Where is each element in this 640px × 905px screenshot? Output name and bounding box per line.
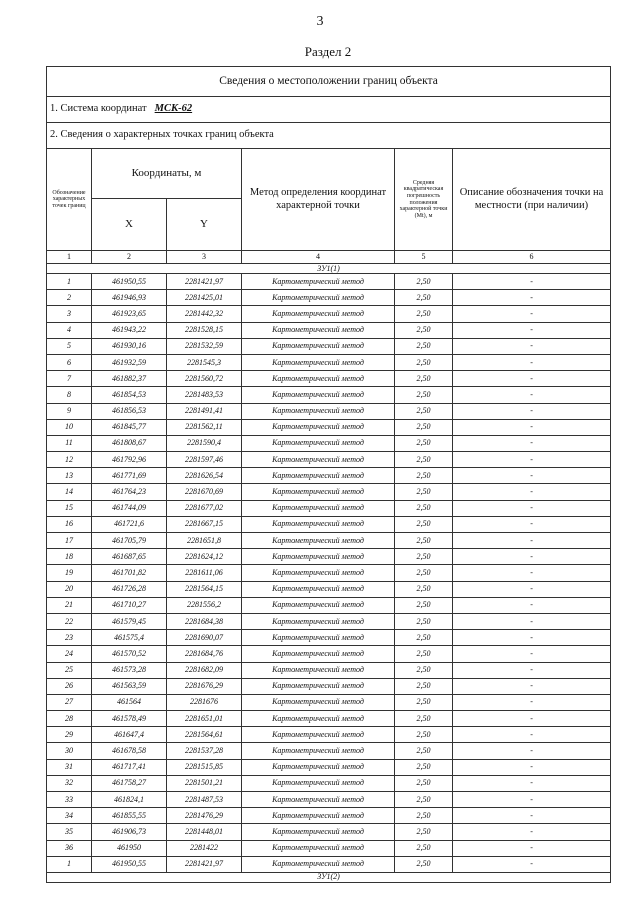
accuracy-cell: 2,50 <box>395 840 453 856</box>
description-cell: - <box>453 516 611 532</box>
point-number-cell: 7 <box>47 371 92 387</box>
point-number-cell: 6 <box>47 354 92 370</box>
y-coordinate-cell: 2281487,53 <box>167 792 242 808</box>
point-number-cell: 18 <box>47 549 92 565</box>
description-cell: - <box>453 727 611 743</box>
x-coordinate-cell: 461764,23 <box>92 484 167 500</box>
y-coordinate-cell: 2281676 <box>167 694 242 710</box>
description-cell: - <box>453 354 611 370</box>
point-number-cell: 1 <box>47 856 92 872</box>
x-coordinate-cell: 461758,27 <box>92 775 167 791</box>
table-row <box>47 678 611 694</box>
table-row <box>47 662 611 678</box>
method-cell: Картометрический метод <box>242 371 395 387</box>
description-cell: - <box>453 533 611 549</box>
x-coordinate-cell: 461808,67 <box>92 435 167 451</box>
method-cell: Картометрический метод <box>242 290 395 306</box>
zone-label-bottom: ЗУ1(2) <box>47 872 611 882</box>
accuracy-cell: 2,50 <box>395 775 453 791</box>
accuracy-cell: 2,50 <box>395 452 453 468</box>
table-row <box>47 824 611 840</box>
description-cell: - <box>453 824 611 840</box>
x-coordinate-cell: 461678,58 <box>92 743 167 759</box>
y-coordinate-cell: 2281560,72 <box>167 371 242 387</box>
table-row <box>47 306 611 322</box>
accuracy-cell: 2,50 <box>395 403 453 419</box>
accuracy-cell: 2,50 <box>395 387 453 403</box>
description-cell: - <box>453 452 611 468</box>
table-row <box>47 613 611 629</box>
x-coordinate-cell: 461771,69 <box>92 468 167 484</box>
method-cell: Картометрический метод <box>242 613 395 629</box>
table-row <box>47 419 611 435</box>
header-point-designation: Обозначение характерных точек границ <box>47 149 92 251</box>
table-row <box>47 549 611 565</box>
accuracy-cell: 2,50 <box>395 581 453 597</box>
table-row <box>47 775 611 791</box>
method-cell: Картометрический метод <box>242 711 395 727</box>
column-number: 1 <box>47 251 92 264</box>
method-cell: Картометрический метод <box>242 597 395 613</box>
table-row <box>47 468 611 484</box>
accuracy-cell: 2,50 <box>395 274 453 290</box>
accuracy-cell: 2,50 <box>395 597 453 613</box>
y-coordinate-cell: 2281564,15 <box>167 581 242 597</box>
point-number-cell: 29 <box>47 727 92 743</box>
point-number-cell: 36 <box>47 840 92 856</box>
y-coordinate-cell: 2281562,11 <box>167 419 242 435</box>
y-coordinate-cell: 2281611,06 <box>167 565 242 581</box>
x-coordinate-cell: 461575,4 <box>92 630 167 646</box>
description-cell: - <box>453 322 611 338</box>
description-cell: - <box>453 274 611 290</box>
column-number: 2 <box>92 251 167 264</box>
column-number-row <box>47 251 611 264</box>
description-cell: - <box>453 792 611 808</box>
method-cell: Картометрический метод <box>242 792 395 808</box>
accuracy-cell: 2,50 <box>395 824 453 840</box>
table-row <box>47 808 611 824</box>
accuracy-cell: 2,50 <box>395 856 453 872</box>
accuracy-cell: 2,50 <box>395 613 453 629</box>
point-number-cell: 9 <box>47 403 92 419</box>
point-number-cell: 17 <box>47 533 92 549</box>
y-coordinate-cell: 2281684,38 <box>167 613 242 629</box>
accuracy-cell: 2,50 <box>395 500 453 516</box>
table-row <box>47 597 611 613</box>
method-cell: Картометрический метод <box>242 581 395 597</box>
accuracy-cell: 2,50 <box>395 468 453 484</box>
description-cell: - <box>453 613 611 629</box>
column-number: 4 <box>242 251 395 264</box>
table-row <box>47 711 611 727</box>
point-number-cell: 34 <box>47 808 92 824</box>
header-x: X <box>92 199 167 251</box>
accuracy-cell: 2,50 <box>395 565 453 581</box>
description-cell: - <box>453 646 611 662</box>
method-cell: Картометрический метод <box>242 662 395 678</box>
accuracy-cell: 2,50 <box>395 533 453 549</box>
y-coordinate-cell: 2281537,28 <box>167 743 242 759</box>
table-heading: Сведения о местоположении границ объекта <box>47 67 611 97</box>
point-number-cell: 5 <box>47 338 92 354</box>
table-row <box>47 759 611 775</box>
point-number-cell: 13 <box>47 468 92 484</box>
table-row <box>47 565 611 581</box>
method-cell: Картометрический метод <box>242 775 395 791</box>
point-number-cell: 27 <box>47 694 92 710</box>
description-cell: - <box>453 500 611 516</box>
accuracy-cell: 2,50 <box>395 549 453 565</box>
point-number-cell: 28 <box>47 711 92 727</box>
point-number-cell: 10 <box>47 419 92 435</box>
x-coordinate-cell: 461855,55 <box>92 808 167 824</box>
description-cell: - <box>453 630 611 646</box>
x-coordinate-cell: 461744,09 <box>92 500 167 516</box>
y-coordinate-cell: 2281442,32 <box>167 306 242 322</box>
method-cell: Картометрический метод <box>242 452 395 468</box>
method-cell: Картометрический метод <box>242 306 395 322</box>
accuracy-cell: 2,50 <box>395 306 453 322</box>
point-number-cell: 15 <box>47 500 92 516</box>
table-row <box>47 727 611 743</box>
description-cell: - <box>453 468 611 484</box>
y-coordinate-cell: 2281682,09 <box>167 662 242 678</box>
column-number: 6 <box>453 251 611 264</box>
y-coordinate-cell: 2281491,41 <box>167 403 242 419</box>
accuracy-cell: 2,50 <box>395 484 453 500</box>
method-cell: Картометрический метод <box>242 743 395 759</box>
point-number-cell: 8 <box>47 387 92 403</box>
point-number-cell: 23 <box>47 630 92 646</box>
y-coordinate-cell: 2281448,01 <box>167 824 242 840</box>
accuracy-cell: 2,50 <box>395 338 453 354</box>
table-row <box>47 646 611 662</box>
accuracy-cell: 2,50 <box>395 743 453 759</box>
x-coordinate-cell: 461950,55 <box>92 856 167 872</box>
x-coordinate-cell: 461710,27 <box>92 597 167 613</box>
x-coordinate-cell: 461882,37 <box>92 371 167 387</box>
table-row <box>47 743 611 759</box>
header-coordinates: Координаты, м <box>92 149 242 199</box>
y-coordinate-cell: 2281528,15 <box>167 322 242 338</box>
point-number-cell: 11 <box>47 435 92 451</box>
accuracy-cell: 2,50 <box>395 662 453 678</box>
accuracy-cell: 2,50 <box>395 354 453 370</box>
method-cell: Картометрический метод <box>242 533 395 549</box>
coord-system-line <box>47 97 611 123</box>
method-cell: Картометрический метод <box>242 630 395 646</box>
method-cell: Картометрический метод <box>242 435 395 451</box>
accuracy-cell: 2,50 <box>395 630 453 646</box>
method-cell: Картометрический метод <box>242 808 395 824</box>
y-coordinate-cell: 2281425,01 <box>167 290 242 306</box>
x-coordinate-cell: 461946,93 <box>92 290 167 306</box>
method-cell: Картометрический метод <box>242 419 395 435</box>
method-cell: Картометрический метод <box>242 759 395 775</box>
description-cell: - <box>453 387 611 403</box>
point-number-cell: 26 <box>47 678 92 694</box>
table-row <box>47 338 611 354</box>
accuracy-cell: 2,50 <box>395 516 453 532</box>
x-coordinate-cell: 461932,59 <box>92 354 167 370</box>
header-y: Y <box>167 199 242 251</box>
description-cell: - <box>453 711 611 727</box>
method-cell: Картометрический метод <box>242 727 395 743</box>
x-coordinate-cell: 461573,28 <box>92 662 167 678</box>
method-cell: Картометрический метод <box>242 338 395 354</box>
description-cell: - <box>453 597 611 613</box>
x-coordinate-cell: 461578,49 <box>92 711 167 727</box>
method-cell: Картометрический метод <box>242 646 395 662</box>
description-cell: - <box>453 549 611 565</box>
x-coordinate-cell: 461717,41 <box>92 759 167 775</box>
point-number-cell: 4 <box>47 322 92 338</box>
y-coordinate-cell: 2281670,69 <box>167 484 242 500</box>
x-coordinate-cell: 461792,96 <box>92 452 167 468</box>
section-title: Раздел 2 <box>304 44 352 59</box>
y-coordinate-cell: 2281501,21 <box>167 775 242 791</box>
points-info-line: 2. Сведения о характерных точках границ объекта <box>47 123 611 149</box>
table-row <box>47 516 611 532</box>
point-number-cell: 20 <box>47 581 92 597</box>
description-cell: - <box>453 484 611 500</box>
boundary-table <box>46 66 611 883</box>
zone-label-top: ЗУ1(1) <box>47 264 611 274</box>
table-row <box>47 387 611 403</box>
x-coordinate-cell: 461906,73 <box>92 824 167 840</box>
description-cell: - <box>453 565 611 581</box>
y-coordinate-cell: 2281624,12 <box>167 549 242 565</box>
description-cell: - <box>453 435 611 451</box>
description-cell: - <box>453 290 611 306</box>
accuracy-cell: 2,50 <box>395 419 453 435</box>
point-number-cell: 25 <box>47 662 92 678</box>
method-cell: Картометрический метод <box>242 387 395 403</box>
header-method: Метод определения координат характерной точки <box>242 149 395 251</box>
point-number-cell: 32 <box>47 775 92 791</box>
method-cell: Картометрический метод <box>242 565 395 581</box>
x-coordinate-cell: 461943,22 <box>92 322 167 338</box>
table-row <box>47 792 611 808</box>
point-number-cell: 12 <box>47 452 92 468</box>
accuracy-cell: 2,50 <box>395 792 453 808</box>
accuracy-cell: 2,50 <box>395 371 453 387</box>
table-row <box>47 322 611 338</box>
accuracy-cell: 2,50 <box>395 727 453 743</box>
table-row <box>47 435 611 451</box>
x-coordinate-cell: 461563,59 <box>92 678 167 694</box>
accuracy-cell: 2,50 <box>395 808 453 824</box>
y-coordinate-cell: 2281667,15 <box>167 516 242 532</box>
accuracy-cell: 2,50 <box>395 646 453 662</box>
table-row <box>47 856 611 872</box>
table-row <box>47 694 611 710</box>
column-number: 5 <box>395 251 453 264</box>
point-number-cell: 31 <box>47 759 92 775</box>
description-cell: - <box>453 306 611 322</box>
y-coordinate-cell: 2281483,53 <box>167 387 242 403</box>
accuracy-cell: 2,50 <box>395 759 453 775</box>
point-number-cell: 24 <box>47 646 92 662</box>
description-cell: - <box>453 662 611 678</box>
header-accuracy: Средняя квадратическая погрешность положения характерной точки (Mt), м <box>395 149 453 251</box>
table-row <box>47 274 611 290</box>
table-row <box>47 630 611 646</box>
point-number-cell: 19 <box>47 565 92 581</box>
table-row <box>47 403 611 419</box>
accuracy-cell: 2,50 <box>395 694 453 710</box>
description-cell: - <box>453 371 611 387</box>
table-row <box>47 484 611 500</box>
x-coordinate-cell: 461721,6 <box>92 516 167 532</box>
x-coordinate-cell: 461647,4 <box>92 727 167 743</box>
method-cell: Картометрический метод <box>242 516 395 532</box>
table-row <box>47 371 611 387</box>
description-cell: - <box>453 694 611 710</box>
y-coordinate-cell: 2281422 <box>167 840 242 856</box>
x-coordinate-cell: 461845,77 <box>92 419 167 435</box>
description-cell: - <box>453 419 611 435</box>
page-number: 3 <box>316 14 324 29</box>
method-cell: Картометрический метод <box>242 824 395 840</box>
x-coordinate-cell: 461930,16 <box>92 338 167 354</box>
table-row <box>47 354 611 370</box>
description-cell: - <box>453 338 611 354</box>
x-coordinate-cell: 461824,1 <box>92 792 167 808</box>
point-number-cell: 21 <box>47 597 92 613</box>
y-coordinate-cell: 2281690,07 <box>167 630 242 646</box>
x-coordinate-cell: 461950 <box>92 840 167 856</box>
description-cell: - <box>453 840 611 856</box>
column-number: 3 <box>167 251 242 264</box>
x-coordinate-cell: 461570,52 <box>92 646 167 662</box>
y-coordinate-cell: 2281676,29 <box>167 678 242 694</box>
y-coordinate-cell: 2281515,85 <box>167 759 242 775</box>
x-coordinate-cell: 461726,28 <box>92 581 167 597</box>
point-number-cell: 2 <box>47 290 92 306</box>
x-coordinate-cell: 461950,55 <box>92 274 167 290</box>
coord-system-value: МСК-62 <box>154 103 193 115</box>
x-coordinate-cell: 461564 <box>92 694 167 710</box>
y-coordinate-cell: 2281421,97 <box>167 274 242 290</box>
point-number-cell: 14 <box>47 484 92 500</box>
x-coordinate-cell: 461854,53 <box>92 387 167 403</box>
accuracy-cell: 2,50 <box>395 678 453 694</box>
y-coordinate-cell: 2281597,46 <box>167 452 242 468</box>
method-cell: Картометрический метод <box>242 500 395 516</box>
accuracy-cell: 2,50 <box>395 322 453 338</box>
table-row <box>47 290 611 306</box>
x-coordinate-cell: 461705,79 <box>92 533 167 549</box>
table-row <box>47 840 611 856</box>
description-cell: - <box>453 775 611 791</box>
method-cell: Картометрический метод <box>242 484 395 500</box>
y-coordinate-cell: 2281564,61 <box>167 727 242 743</box>
y-coordinate-cell: 2281545,3 <box>167 354 242 370</box>
method-cell: Картометрический метод <box>242 678 395 694</box>
method-cell: Картометрический метод <box>242 468 395 484</box>
y-coordinate-cell: 2281684,76 <box>167 646 242 662</box>
x-coordinate-cell: 461579,45 <box>92 613 167 629</box>
table-row <box>47 452 611 468</box>
description-cell: - <box>453 581 611 597</box>
point-number-cell: 33 <box>47 792 92 808</box>
point-number-cell: 16 <box>47 516 92 532</box>
method-cell: Картометрический метод <box>242 694 395 710</box>
accuracy-cell: 2,50 <box>395 711 453 727</box>
x-coordinate-cell: 461701,82 <box>92 565 167 581</box>
point-number-cell: 3 <box>47 306 92 322</box>
y-coordinate-cell: 2281651,8 <box>167 533 242 549</box>
y-coordinate-cell: 2281421,97 <box>167 856 242 872</box>
table-row <box>47 533 611 549</box>
description-cell: - <box>453 678 611 694</box>
accuracy-cell: 2,50 <box>395 290 453 306</box>
description-cell: - <box>453 856 611 872</box>
y-coordinate-cell: 2281476,29 <box>167 808 242 824</box>
x-coordinate-cell: 461923,65 <box>92 306 167 322</box>
method-cell: Картометрический метод <box>242 840 395 856</box>
x-coordinate-cell: 461856,53 <box>92 403 167 419</box>
method-cell: Картометрический метод <box>242 322 395 338</box>
point-number-cell: 1 <box>47 274 92 290</box>
table-row <box>47 581 611 597</box>
point-number-cell: 22 <box>47 613 92 629</box>
point-number-cell: 35 <box>47 824 92 840</box>
description-cell: - <box>453 403 611 419</box>
y-coordinate-cell: 2281556,2 <box>167 597 242 613</box>
x-coordinate-cell: 461687,65 <box>92 549 167 565</box>
y-coordinate-cell: 2281590,4 <box>167 435 242 451</box>
y-coordinate-cell: 2281651,01 <box>167 711 242 727</box>
method-cell: Картометрический метод <box>242 354 395 370</box>
description-cell: - <box>453 808 611 824</box>
y-coordinate-cell: 2281626,54 <box>167 468 242 484</box>
accuracy-cell: 2,50 <box>395 435 453 451</box>
y-coordinate-cell: 2281532,59 <box>167 338 242 354</box>
method-cell: Картометрический метод <box>242 403 395 419</box>
method-cell: Картометрический метод <box>242 274 395 290</box>
description-cell: - <box>453 743 611 759</box>
table-row <box>47 500 611 516</box>
header-description: Описание обозначения точки на местности (при наличии) <box>453 149 611 251</box>
coord-system-label: 1. Система координат <box>50 103 147 115</box>
point-number-cell: 30 <box>47 743 92 759</box>
description-cell: - <box>453 759 611 775</box>
method-cell: Картометрический метод <box>242 549 395 565</box>
y-coordinate-cell: 2281677,02 <box>167 500 242 516</box>
method-cell: Картометрический метод <box>242 856 395 872</box>
